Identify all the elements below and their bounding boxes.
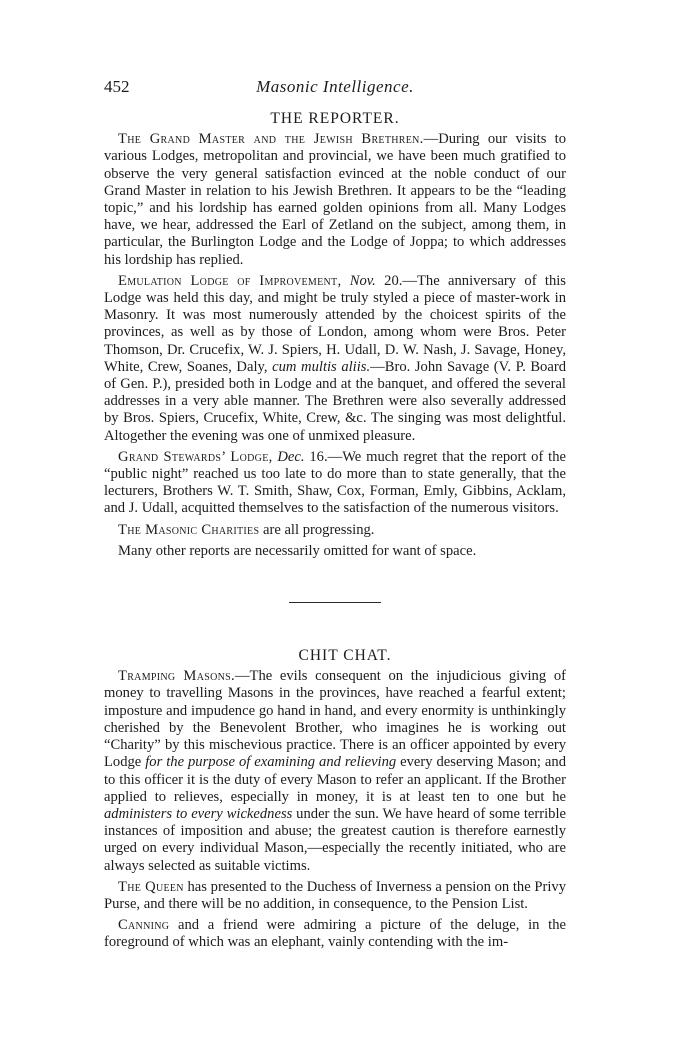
- paragraph-text: Many other reports are necessarily omitted for want of space.: [118, 542, 477, 559]
- chit-chat-paragraph-tramping-masons: [104, 668, 566, 874]
- reporter-title: THE REPORTER.: [270, 110, 400, 127]
- reporter-paragraph-grand-stewards: [104, 449, 566, 518]
- italic-phrase: administers to every wickedness: [104, 805, 293, 822]
- paragraph-text: has presented to the Duchess of Inverness a pension on the Privy Purse, and there will be no addition, in consequence, to the Pension List.: [104, 878, 566, 912]
- paragraph-heading: Canning: [118, 917, 170, 934]
- chit-chat-paragraph-queen: [104, 879, 566, 913]
- paragraph-text: and a friend were admiring a picture of the deluge, in the foreground of which was an elephant, vainly contending with the im-: [104, 917, 566, 951]
- page-number: 452: [104, 77, 130, 96]
- running-title: Masonic Intelligence.: [256, 77, 414, 96]
- paragraph-heading: Grand Stewards’ Lodge,: [118, 448, 273, 465]
- paragraph-text: —Bro. John Savage (V. P. Board of Gen. P.), presided both in Lodge and at the banquet, and offered the several addresses in a very able manner. The Brethren were also severally addressed by Bros. Spiers, Crucefix, White, Crew, &c. The singing was most delightful. Altogether the evening was one of unmixed pleasure.: [104, 358, 566, 444]
- section-divider: [289, 602, 381, 603]
- chit-chat-title: CHIT CHAT.: [298, 647, 392, 665]
- paragraph-text: 20.—The anniversary of this Lodge was held this day, and might be truly styled a piece of master-work in Masonry. It was most numerously attended by the choicest spirits of the provinces, as well as by those of London, among whom were Bros. Peter Thomson, Dr. Crucefix, W. J. Spiers, H. Udall, D. W. Nash, J. Savage, Honey, White, Crew, Soanes, Daly,: [104, 272, 566, 375]
- latin-phrase: cum multis aliis.: [272, 358, 371, 375]
- reporter-paragraph-emulation-lodge: [104, 273, 566, 445]
- reporter-paragraph-charities: [104, 522, 566, 539]
- reporter-paragraph-omitted: [104, 543, 566, 560]
- paragraph-heading: The Grand Master and the Jewish Brethren.: [118, 131, 424, 148]
- chit-chat-paragraph-canning: [104, 917, 566, 951]
- paragraph-text: under the sun. We have heard of some terrible instances of imposition and abuse; the greatest caution is therefore earnestly urged on every individual Mason,—especially the recently initiated, who are always selected as suitable victims.: [104, 805, 566, 874]
- paragraph-date: Dec.: [277, 448, 305, 465]
- paragraph-date: Nov.: [349, 272, 376, 289]
- reporter-paragraph-grand-master: [104, 131, 566, 269]
- paragraph-text: are all progressing.: [259, 521, 375, 538]
- page: [104, 78, 566, 956]
- running-head: [104, 78, 566, 100]
- paragraph-heading: Emulation Lodge of Improvement,: [118, 272, 342, 289]
- paragraph-text: 16.—We much regret that the report of the “public night” reached us too late to do more than to state generally, that the lecturers, Brothers W. T. Smith, Shaw, Cox, Forman, Emly, Gibbins, Acklam, and J. Udall, acquitted themselves to the satisfaction of the numerous visitors.: [104, 448, 566, 517]
- paragraph-text: every deserving Mason; and to this officer it is the duty of every Mason to refer an applicant. If the Brother applied to relieves, especially in money, it is at least ten to one but he: [104, 754, 566, 805]
- paragraph-text: —The evils consequent on the injudicious giving of money to travelling Masons in the provinces, have reached a fearful extent; imposture and impudence go hand in hand, and every enormity is unthinkingly cherished by the Benevolent Brother, who imagines he is working out “Charity” by this mischevious practice. There is an officer appointed by every Lodge: [104, 668, 566, 771]
- italic-phrase: for the purpose of examining and relieving: [145, 754, 397, 771]
- paragraph-text: —During our visits to various Lodges, metropolitan and provincial, we have been much gratified to observe the very general satisfaction evinced at the noble conduct of our Grand Master in relation to his Jewish Brethren. It appears to be the “leading topic,” and his lordship has earned golden opinions from all. Many Lodges have, we hear, addressed the Earl of Zetland on the subject, among them, in particular, the Burlington Lodge and the Lodge of Joppa; to which addresses his lordship has replied.: [104, 131, 566, 268]
- paragraph-heading: The Masonic Charities: [118, 521, 260, 538]
- paragraph-heading: The Queen: [118, 878, 184, 895]
- paragraph-heading: Tramping Masons.: [118, 668, 235, 685]
